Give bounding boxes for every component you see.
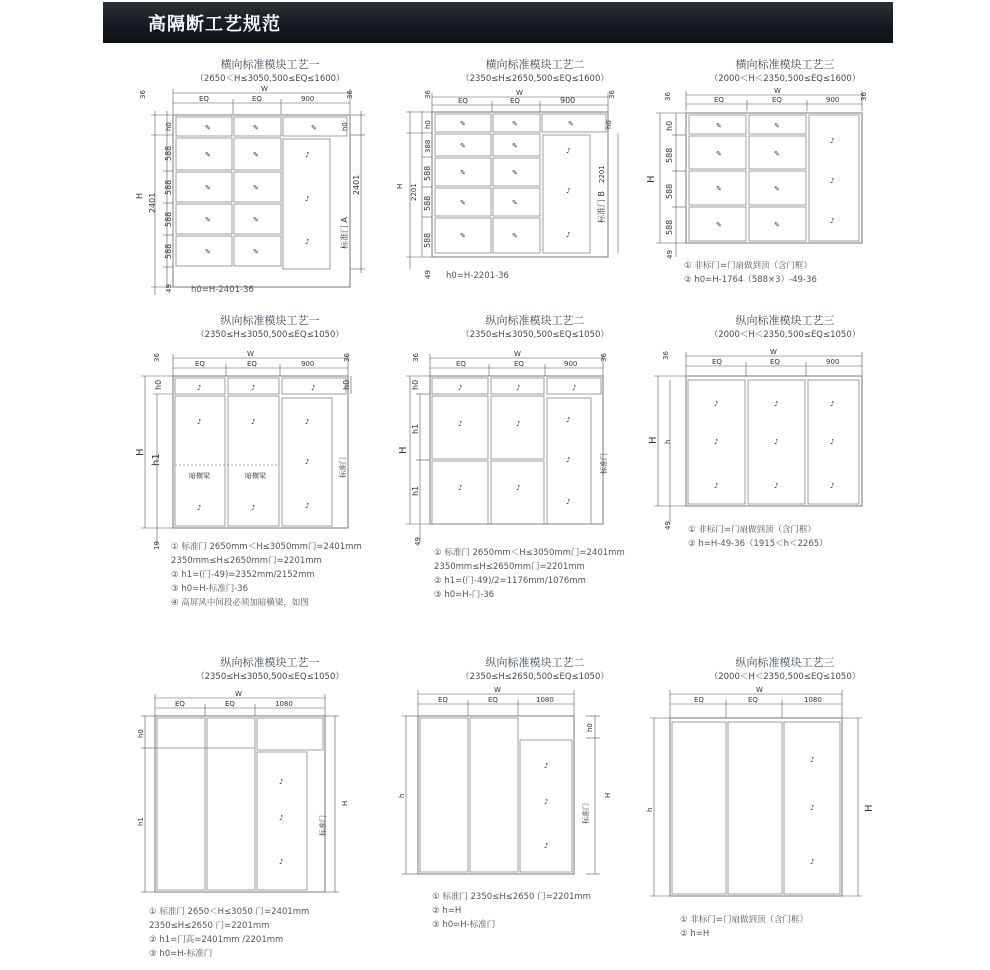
svg-text:♪: ♪ (830, 438, 835, 446)
panel-notes (432, 890, 591, 932)
svg-text:h0: h0 (342, 379, 351, 390)
svg-text:2201: 2201 (410, 183, 418, 201)
svg-text:EQ: EQ (748, 696, 758, 704)
svg-text:900: 900 (826, 358, 840, 366)
note-line: ② h=H (432, 906, 462, 916)
panel-title: 横向标准模块工艺三 (735, 58, 835, 71)
svg-text:h0: h0 (154, 379, 163, 390)
svg-text:H: H (341, 800, 349, 806)
svg-text:36: 36 (600, 353, 608, 362)
svg-text:49: 49 (165, 284, 173, 293)
svg-text:♪: ♪ (251, 504, 256, 512)
svg-text:✎: ✎ (512, 199, 518, 207)
svg-text:h: h (398, 793, 406, 798)
note-line: 2350mm≤H≤2650mm门=2201mm (434, 562, 585, 572)
svg-text:✎: ✎ (460, 142, 466, 150)
svg-text:49: 49 (664, 521, 672, 530)
svg-text:36: 36 (412, 353, 420, 362)
svg-text:✎: ✎ (774, 221, 780, 229)
svg-text:♪: ♪ (251, 418, 256, 426)
note-line: ② h1=(门-49)/2=1176mm/1076mm (434, 576, 586, 586)
svg-text:✎: ✎ (716, 221, 722, 229)
svg-text:♪: ♪ (566, 456, 571, 464)
svg-text:H: H (646, 175, 657, 183)
elevation-drawing (640, 53, 930, 353)
svg-text:♪: ♪ (830, 217, 835, 225)
svg-text:♪: ♪ (566, 231, 571, 239)
svg-text:W: W (235, 690, 242, 698)
panel-title: 横向标准模块工艺二 (485, 58, 585, 71)
svg-text:2401: 2401 (148, 192, 157, 213)
svg-text:36: 36 (860, 92, 868, 101)
svg-text:♪: ♪ (197, 418, 202, 426)
note-line: 2350mm≤H≤2650mm门=2201mm (171, 556, 322, 566)
svg-text:588: 588 (423, 195, 432, 211)
note-line: ② h1=门高=2401mm /2201mm (149, 935, 284, 945)
svg-text:✎: ✎ (460, 199, 466, 207)
svg-text:588: 588 (665, 147, 674, 163)
panel-subtitle: （2350≤H≤3050,500≤EQ≤1050） (196, 330, 344, 340)
panel-horizontal-3 (640, 53, 930, 353)
svg-text:900: 900 (301, 95, 315, 103)
svg-text:EQ: EQ (252, 95, 262, 103)
note-line: ① 标准门 2650mm＜H≤3050mm门=2401mm (434, 548, 625, 558)
note-line: ④ 高屏风中间段必须加暗横梁，如图 (171, 598, 309, 608)
svg-text:H: H (396, 183, 404, 189)
panel-vertical-2 (390, 310, 680, 610)
svg-text:h1: h1 (411, 423, 420, 434)
svg-text:✎: ✎ (460, 169, 466, 177)
svg-text:♪: ♪ (566, 498, 571, 506)
elevation-drawing (640, 310, 930, 610)
svg-text:♪: ♪ (458, 484, 463, 492)
svg-text:EQ: EQ (772, 96, 782, 104)
svg-text:900: 900 (560, 96, 576, 105)
svg-text:EQ: EQ (510, 97, 520, 105)
svg-text:W: W (516, 89, 523, 97)
svg-text:♪: ♪ (774, 400, 779, 408)
svg-text:标准门: 标准门 (582, 803, 590, 824)
panel-notes (171, 540, 362, 610)
svg-text:EQ: EQ (247, 360, 257, 368)
panel-subtitle: （2350≤H≤3050,500≤EQ≤1050） (196, 672, 344, 682)
svg-text:2201: 2201 (598, 165, 606, 183)
panel-title: 横向标准模块工艺一 (220, 58, 320, 71)
svg-text:h0: h0 (605, 120, 613, 129)
svg-text:EQ: EQ (225, 700, 235, 708)
svg-text:h1: h1 (151, 453, 162, 466)
svg-text:♪: ♪ (830, 482, 835, 490)
svg-text:H: H (398, 446, 409, 454)
svg-text:36: 36 (343, 353, 351, 362)
svg-text:W: W (770, 348, 777, 356)
panel-subtitle: （2350≤H≤2650,500≤EQ≤1050） (461, 672, 609, 682)
note-line: 2350≤H≤2650 门=2201mm (149, 921, 270, 931)
svg-text:19: 19 (153, 541, 161, 550)
svg-text:标准门: 标准门 (600, 453, 608, 474)
svg-text:588: 588 (164, 211, 173, 227)
svg-text:✎: ✎ (253, 248, 259, 256)
svg-text:EQ: EQ (712, 358, 722, 366)
svg-text:♪: ♪ (197, 504, 202, 512)
svg-text:h0: h0 (165, 122, 173, 131)
svg-text:✎: ✎ (253, 184, 259, 192)
note-line: h0=H-2201-36 (446, 271, 509, 281)
svg-text:♪: ♪ (566, 147, 571, 155)
svg-text:♪: ♪ (830, 177, 835, 185)
svg-text:✎: ✎ (774, 185, 780, 193)
svg-text:W: W (756, 686, 763, 694)
svg-text:♪: ♪ (566, 416, 571, 424)
svg-text:♪: ♪ (305, 418, 310, 426)
svg-text:1080: 1080 (275, 700, 293, 708)
svg-text:♪: ♪ (458, 384, 463, 392)
panel-vertical-door-1 (125, 652, 415, 959)
svg-text:1080: 1080 (804, 696, 822, 704)
panel-horizontal-1 (125, 53, 415, 353)
elevation-drawing (390, 53, 680, 353)
svg-text:暗横梁: 暗横梁 (189, 472, 210, 480)
svg-text:h0: h0 (411, 379, 420, 390)
svg-text:♪: ♪ (458, 420, 463, 428)
note-line: ① 非标门=门扇做到顶（含门框） (680, 915, 808, 925)
svg-text:♪: ♪ (830, 400, 835, 408)
svg-text:✎: ✎ (512, 169, 518, 177)
svg-text:EQ: EQ (456, 360, 466, 368)
svg-text:900: 900 (826, 96, 840, 104)
svg-text:W: W (514, 350, 521, 358)
svg-text:♪: ♪ (544, 798, 549, 806)
panel-vertical-3 (640, 310, 930, 610)
panel-subtitle: （2000＜H＜2350,500≤EQ≤1600） (709, 74, 861, 84)
panel-subtitle: （2000＜H＜2350,500≤EQ≤1050） (709, 672, 861, 682)
svg-text:♪: ♪ (714, 482, 719, 490)
svg-text:♪: ♪ (810, 858, 815, 866)
panel-subtitle: （2000＜H＜2350,500≤EQ≤1050） (709, 330, 861, 340)
svg-text:♪: ♪ (516, 484, 521, 492)
note-line: ① 非标门=门扇做到顶（含门框） (684, 261, 812, 271)
svg-text:♪: ♪ (279, 778, 284, 786)
svg-text:标准门 B: 标准门 B (597, 190, 606, 223)
panel-notes (684, 259, 817, 287)
svg-text:EQ: EQ (175, 700, 185, 708)
page-title: 高隔断工艺规范 (148, 14, 281, 35)
svg-text:♪: ♪ (305, 151, 310, 159)
svg-text:✎: ✎ (311, 124, 317, 132)
svg-text:✎: ✎ (205, 216, 211, 224)
svg-text:588: 588 (423, 165, 432, 181)
svg-text:588: 588 (665, 219, 674, 235)
panel-vertical-1 (125, 310, 415, 610)
svg-text:✎: ✎ (253, 151, 259, 159)
note-line: ① 标准门 2650mm＜H≤3050mm门=2401mm (171, 542, 362, 552)
panel-subtitle: （2650＜H≤3050,500≤EQ≤1600） (195, 74, 345, 84)
svg-text:✎: ✎ (512, 120, 518, 128)
svg-text:36: 36 (662, 351, 670, 360)
svg-text:36: 36 (608, 90, 616, 99)
note-line: ③ h0=H-标准门 (149, 949, 213, 959)
svg-text:H: H (135, 448, 146, 456)
svg-text:h0: h0 (137, 729, 145, 738)
note-line: ③ h0=H-标准门-36 (171, 584, 249, 594)
panel-title: 纵向标准模块工艺一 (220, 314, 320, 327)
svg-text:✎: ✎ (460, 232, 466, 240)
svg-text:暗横梁: 暗横梁 (245, 472, 266, 480)
svg-text:EQ: EQ (195, 360, 205, 368)
svg-text:h: h (664, 439, 672, 444)
panel-notes (446, 269, 509, 283)
note-line: ① 非标门=门扇做到顶（含门框） (688, 525, 816, 535)
panel-notes (434, 546, 625, 602)
svg-text:W: W (774, 87, 781, 95)
svg-text:EQ: EQ (438, 696, 448, 704)
note-line: ③ h0=H-标准门 (432, 920, 496, 930)
svg-text:h: h (646, 807, 654, 812)
svg-text:EQ: EQ (770, 358, 780, 366)
svg-text:2401: 2401 (352, 174, 361, 195)
panel-vertical-door-3 (640, 652, 930, 952)
svg-text:EQ: EQ (488, 696, 498, 704)
note-line: ② h=H (680, 929, 710, 939)
svg-text:♪: ♪ (305, 502, 310, 510)
note-line: ② h=H-49-36（1915＜h＜2265） (688, 539, 828, 549)
svg-text:✎: ✎ (716, 122, 722, 130)
svg-text:♪: ♪ (714, 400, 719, 408)
svg-text:h1: h1 (137, 817, 145, 826)
panel-vertical-door-2 (390, 652, 680, 952)
svg-text:♪: ♪ (714, 438, 719, 446)
svg-text:h1: h1 (411, 485, 420, 496)
svg-text:♪: ♪ (305, 238, 310, 246)
svg-text:36: 36 (139, 90, 147, 99)
svg-text:h0: h0 (424, 120, 432, 129)
svg-text:✎: ✎ (512, 232, 518, 240)
svg-text:标准门: 标准门 (339, 457, 347, 478)
svg-text:36: 36 (346, 90, 354, 99)
svg-text:♪: ♪ (810, 756, 815, 764)
svg-text:W: W (494, 686, 501, 694)
svg-text:588: 588 (164, 145, 173, 161)
svg-text:♪: ♪ (810, 804, 815, 812)
note-line: ② h1=(门-49)=2352mm/2152mm (171, 570, 315, 580)
svg-text:✎: ✎ (253, 216, 259, 224)
svg-text:✎: ✎ (460, 120, 466, 128)
note-line: h0=H-2401-36 (191, 285, 254, 295)
panel-subtitle: （2350≤H≤3050,500≤EQ≤1050） (461, 330, 609, 340)
svg-text:✎: ✎ (205, 248, 211, 256)
svg-text:1080: 1080 (536, 696, 554, 704)
svg-text:标准门: 标准门 (319, 815, 327, 836)
elevation-drawing (640, 652, 930, 952)
svg-text:49: 49 (666, 250, 674, 259)
svg-text:H: H (648, 436, 659, 444)
svg-text:♪: ♪ (830, 137, 835, 145)
svg-text:h0: h0 (665, 120, 674, 131)
svg-text:♪: ♪ (279, 814, 284, 822)
panel-title: 纵向标准模块工艺三 (735, 314, 835, 327)
svg-text:♪: ♪ (544, 842, 549, 850)
svg-text:♪: ♪ (516, 420, 521, 428)
svg-text:W: W (247, 350, 254, 358)
panel-subtitle: （2350≤H≤2650,500≤EQ≤1600） (461, 74, 609, 84)
svg-text:♪: ♪ (544, 762, 549, 770)
svg-text:✎: ✎ (253, 124, 259, 132)
svg-text:✎: ✎ (716, 150, 722, 158)
panel-horizontal-2 (390, 53, 680, 353)
svg-text:588: 588 (164, 243, 173, 259)
note-line: ① 标准门 2350≤H≤2650 门=2201mm (432, 892, 591, 902)
svg-text:♪: ♪ (305, 195, 310, 203)
panel-notes (680, 913, 808, 941)
svg-text:♪: ♪ (566, 187, 571, 195)
svg-text:♪: ♪ (251, 384, 256, 392)
svg-text:W: W (261, 85, 268, 93)
svg-text:EQ: EQ (714, 96, 724, 104)
svg-text:49: 49 (424, 270, 432, 279)
svg-text:H: H (864, 804, 875, 812)
svg-text:588: 588 (665, 183, 674, 199)
svg-text:标准门 A: 标准门 A (340, 216, 349, 249)
svg-text:✎: ✎ (774, 150, 780, 158)
svg-text:♪: ♪ (516, 384, 521, 392)
svg-text:36: 36 (664, 92, 672, 101)
panel-notes (688, 523, 828, 551)
svg-text:588: 588 (423, 232, 432, 248)
panel-title: 纵向标准模块工艺二 (485, 656, 585, 669)
note-line: ② h0=H-1764（588×3）-49-36 (684, 275, 817, 285)
svg-text:♪: ♪ (305, 458, 310, 466)
svg-text:36: 36 (153, 353, 161, 362)
svg-text:49: 49 (414, 537, 422, 546)
svg-text:H: H (604, 792, 612, 798)
svg-text:✎: ✎ (205, 184, 211, 192)
svg-text:H: H (135, 192, 144, 199)
svg-text:EQ: EQ (199, 95, 209, 103)
svg-text:EQ: EQ (514, 360, 524, 368)
svg-text:✎: ✎ (774, 122, 780, 130)
svg-text:♪: ♪ (774, 482, 779, 490)
panel-title: 纵向标准模块工艺二 (485, 314, 585, 327)
svg-text:♪: ♪ (572, 384, 577, 392)
svg-text:♪: ♪ (311, 384, 316, 392)
svg-text:EQ: EQ (458, 97, 468, 105)
svg-text:♪: ♪ (774, 438, 779, 446)
note-line: ① 标准门 2650＜H≤3050 门=2401mm (149, 907, 310, 917)
panel-notes (149, 905, 309, 961)
svg-text:588: 588 (164, 179, 173, 195)
svg-text:✎: ✎ (205, 151, 211, 159)
elevation-drawing (125, 53, 415, 353)
svg-text:✎: ✎ (205, 124, 211, 132)
svg-text:388: 388 (424, 139, 432, 153)
svg-text:900: 900 (301, 360, 315, 368)
svg-text:✎: ✎ (716, 185, 722, 193)
svg-text:h0: h0 (586, 723, 594, 732)
panel-title: 纵向标准模块工艺一 (220, 656, 320, 669)
svg-text:h0: h0 (341, 122, 349, 131)
note-line: ③ h0=H-门-36 (434, 590, 495, 600)
svg-text:900: 900 (564, 360, 578, 368)
svg-text:♪: ♪ (197, 384, 202, 392)
svg-text:✎: ✎ (568, 120, 574, 128)
svg-text:✎: ✎ (512, 142, 518, 150)
panel-title: 纵向标准模块工艺三 (735, 656, 835, 669)
svg-text:36: 36 (424, 90, 432, 99)
svg-text:♪: ♪ (279, 858, 284, 866)
page-header (103, 2, 893, 43)
svg-text:EQ: EQ (694, 696, 704, 704)
panel-notes (191, 283, 254, 297)
